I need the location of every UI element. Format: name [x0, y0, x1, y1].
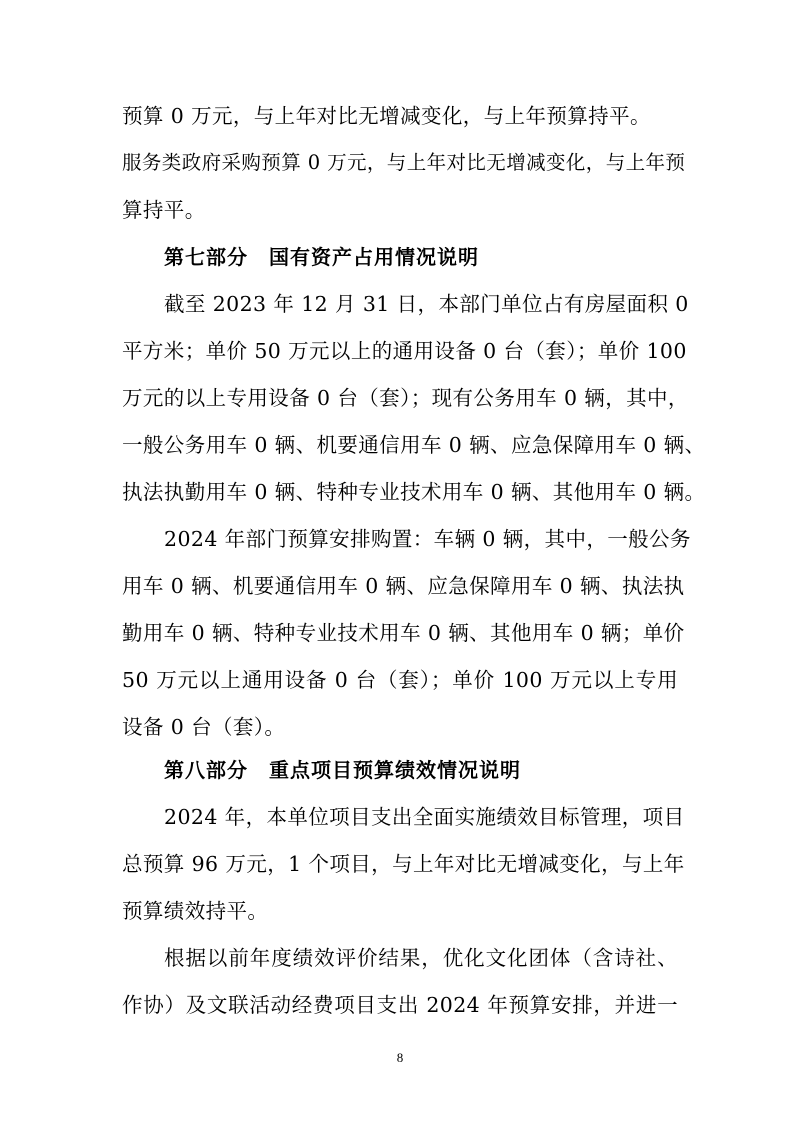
text-line: 用车 0 辆、机要通信用车 0 辆、应急保障用车 0 辆、执法执 [122, 574, 685, 598]
text-line: 预算绩效持平。 [122, 899, 269, 923]
text-line: 2024 年，本单位项目支出全面实施绩效目标管理，项目 [164, 805, 685, 829]
text-line: 一般公务用车 0 辆、机要通信用车 0 辆、应急保障用车 0 辆、 [122, 433, 706, 457]
text-line: 作协）及文联活动经费项目支出 2024 年预算安排，并进一 [122, 993, 678, 1017]
page-number: 8 [396, 1050, 404, 1065]
section-heading-7: 第七部分 国有资产占用情况说明 [164, 245, 479, 269]
text-line: 设备 0 台（套）。 [122, 715, 286, 739]
text-line: 总预算 96 万元，1 个项目，与上年对比无增减变化，与上年 [122, 852, 685, 876]
text-line: 算持平。 [122, 198, 206, 222]
text-line: 50 万元以上通用设备 0 台（套）；单价 100 万元以上专用 [122, 668, 678, 692]
text-line: 平方米；单价 50 万元以上的通用设备 0 台（套）；单价 100 [122, 339, 687, 363]
text-line: 万元的以上专用设备 0 台（套）；现有公务用车 0 辆，其中， [122, 386, 689, 410]
text-line: 执法执勤用车 0 辆、特种专业技术用车 0 辆、其他用车 0 辆。 [122, 480, 706, 504]
text-line: 勤用车 0 辆、特种专业技术用车 0 辆、其他用车 0 辆；单价 [122, 621, 685, 645]
text-line: 2024 年部门预算安排购置：车辆 0 辆，其中，一般公务 [164, 527, 691, 551]
text-line: 预算 0 万元，与上年对比无增减变化，与上年预算持平。 [122, 104, 651, 128]
section-heading-8: 第八部分 重点项目预算绩效情况说明 [164, 758, 521, 782]
text-line: 服务类政府采购预算 0 万元，与上年对比无增减变化，与上年预 [122, 151, 686, 174]
text-line: 根据以前年度绩效评价结果，优化文化团体（含诗社、 [164, 946, 678, 970]
text-line: 截至 2023 年 12 月 31 日，本部门单位占有房屋面积 0 [164, 292, 689, 316]
